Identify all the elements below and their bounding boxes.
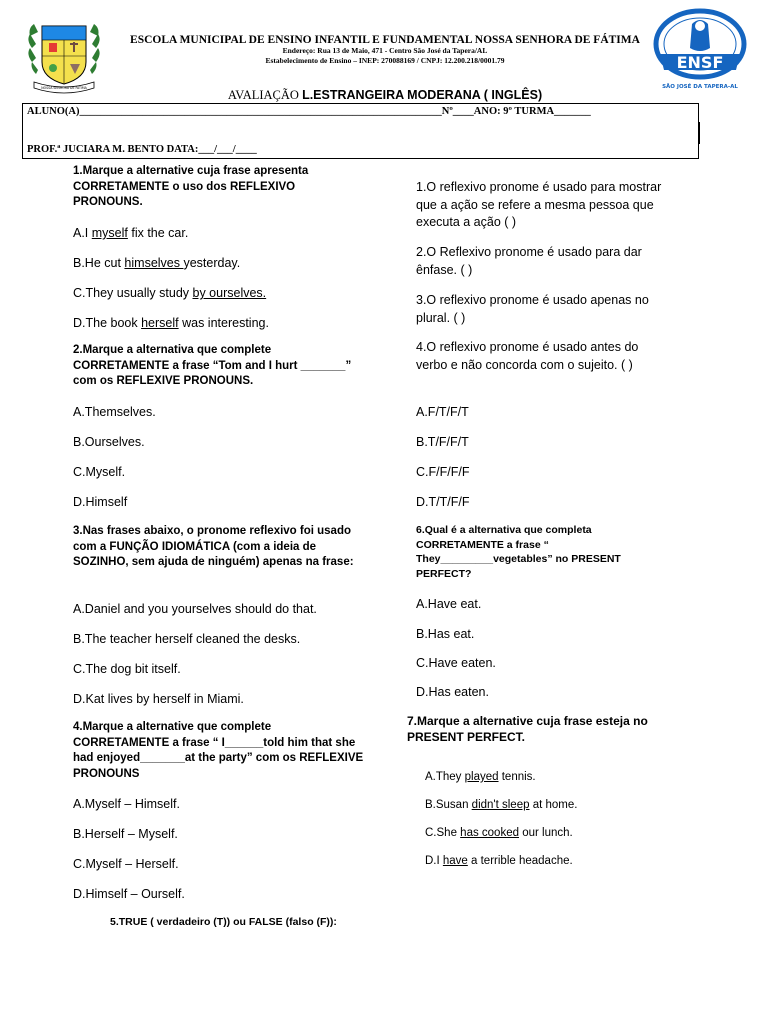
question-1-option-a: A.I myself fix the car. <box>73 226 189 240</box>
teacher-date-row: PROF.ª JUCIARA M. BENTO DATA:___/___/____ <box>27 144 257 155</box>
question-6-prompt: 6.Qual é a alternativa que completa CORRETAMENTE a frase “ They_________vegetables” no PRESENT PERFECT? <box>416 524 621 580</box>
question-5-option-d: D.T/T/F/F <box>416 495 470 509</box>
question-5-statement-4: 4.O reflexivo pronome é usado antes do verbo e não concorda com o sujeito. ( ) <box>416 340 639 372</box>
exam-title-part1: AVALIAÇÃO <box>227 88 303 102</box>
question-4-option-d: D.Himself – Ourself. <box>73 887 185 901</box>
question-2-option-c: C.Myself. <box>73 465 126 479</box>
question-7-option-a: A.They played tennis. <box>425 771 536 783</box>
svg-text:NOSSA SENHORA DE FÁTIMA: NOSSA SENHORA DE FÁTIMA <box>41 86 87 90</box>
question-6-option-b: B.Has eat. <box>416 627 475 641</box>
box-divider <box>698 122 700 144</box>
svg-text:SÃO JOSÉ DA TAPERA-AL: SÃO JOSÉ DA TAPERA-AL <box>662 84 738 90</box>
question-3-option-c: C.The dog bit itself. <box>73 662 181 676</box>
school-inep-cnpj: Estabelecimento de Ensino – INEP: 270088169 / CNPJ: 12.200.218/0001.79 <box>265 56 505 65</box>
school-name: ESCOLA MUNICIPAL DE ENSINO INFANTIL E FUNDAMENTAL NOSSA SENHORA DE FÁTIMA <box>130 34 640 46</box>
exam-title-part2: L.ESTRANGEIRA MODERANA ( INGLÊS) <box>302 88 543 102</box>
question-6-option-c: C.Have eaten. <box>416 656 496 670</box>
question-2-option-d: D.Himself <box>73 495 128 509</box>
question-3-option-d: D.Kat lives by herself in Miami. <box>73 692 244 706</box>
question-4-option-c: C.Myself – Herself. <box>73 857 179 871</box>
question-1-option-c: C.They usually study by ourselves. <box>73 286 267 300</box>
student-info-box <box>22 103 699 159</box>
question-3-option-b: B.The teacher herself cleaned the desks. <box>73 632 301 646</box>
question-7-option-c: C.She has cooked our lunch. <box>425 827 573 839</box>
question-1-prompt: 1.Marque a alternative cuja frase apresenta CORRETAMENTE o uso dos REFLEXIVO PRONOUNS. <box>73 165 309 208</box>
question-3-option-a: A.Daniel and you yourselves should do that. <box>73 602 317 616</box>
question-4-option-a: A.Myself – Himself. <box>73 797 180 811</box>
question-5-option-a: A.F/T/F/T <box>416 405 469 419</box>
question-7-option-d: D.I have a terrible headache. <box>425 855 573 867</box>
question-7-prompt: 7.Marque a alternative cuja frase esteja no PRESENT PERFECT. <box>407 714 648 744</box>
question-5-statement-2: 2.O Reflexivo pronome é usado para dar ênfase. ( ) <box>416 245 642 277</box>
question-6-option-d: D.Has eaten. <box>416 685 489 699</box>
school-crest-icon <box>24 18 104 96</box>
question-2-option-a: A.Themselves. <box>73 405 156 419</box>
question-5-prompt: 5.TRUE ( verdadeiro (T)) ou FALSE (falso (F)): <box>110 916 337 928</box>
question-6-option-a: A.Have eat. <box>416 597 482 611</box>
question-1-option-d: D.The book herself was interesting. <box>73 316 269 330</box>
svg-text:ENSF: ENSF <box>676 53 724 72</box>
question-4-prompt: 4.Marque a alternative que complete CORRETAMENTE a frase “ I______told him that she had enjoyed_______at the party” com os REFLEXIVE PRONOUNS <box>73 721 364 780</box>
question-2-option-b: B.Ourselves. <box>73 435 145 449</box>
question-1-option-b: B.He cut himselves yesterday. <box>73 256 241 270</box>
question-2-prompt: 2.Marque a alternativa que complete CORRETAMENTE a frase “Tom and I hurt _______” com os REFLEXIVE PRONOUNS. <box>73 344 352 387</box>
question-3-prompt: 3.Nas frases abaixo, o pronome reflexivo foi usado com a FUNÇÃO IDIOMÁTICA (com a ideia de SOZINHO, sem ajuda de ninguém) apenas na frase: <box>73 525 354 568</box>
question-4-option-b: B.Herself – Myself. <box>73 827 178 841</box>
question-5-option-b: B.T/F/F/T <box>416 435 469 449</box>
school-address: Endereço: Rua 13 de Maio, 471 - Centro São José da Tapera/AL <box>282 46 488 55</box>
question-5-option-c: C.F/F/F/F <box>416 465 470 479</box>
exam-title <box>150 88 620 103</box>
question-5-statement-3: 3.O reflexivo pronome é usado apenas no plural. ( ) <box>416 293 649 325</box>
question-7-option-b: B.Susan didn't sleep at home. <box>425 799 578 811</box>
student-info-row: ALUNO(A)_____________________________________________________________________Nº____ANO: 9º TURMA_______ <box>27 106 591 117</box>
question-5-statement-1: 1.O reflexivo pronome é usado para mostrar que a ação se refere a mesma pessoa que executa a ação ( ) <box>416 180 662 229</box>
